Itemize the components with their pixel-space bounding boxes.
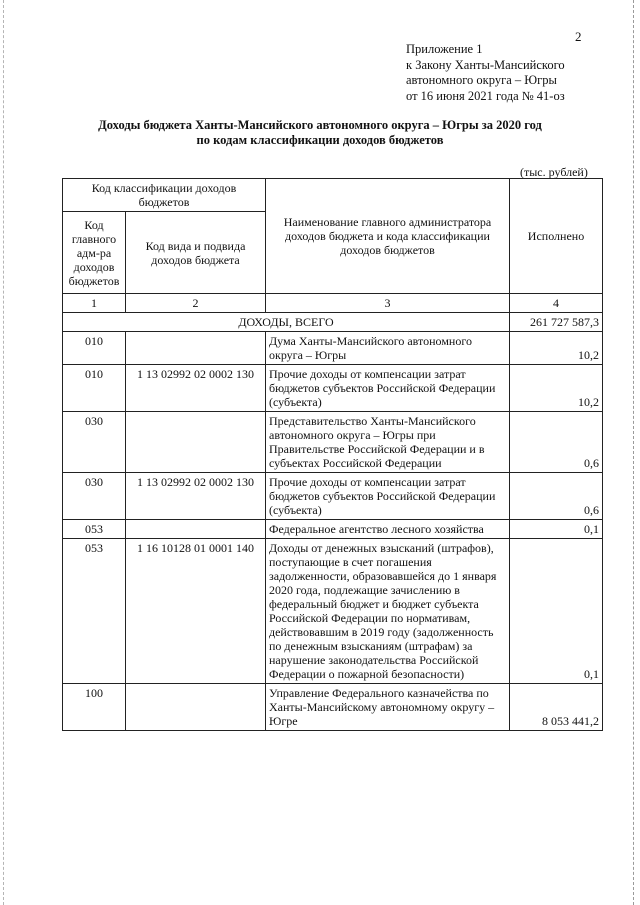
column-numbers-row [63, 294, 603, 313]
header-name: Наименование главного администратора доходов бюджета и кода классификации доходов бюджетов [266, 179, 510, 294]
admin-code-cell: 030 [63, 412, 126, 473]
income-code-row [63, 473, 603, 520]
name-cell: Федеральное агентство лесного хозяйства [266, 520, 510, 539]
income-code-cell [126, 332, 266, 365]
units-note: (тыс. рублей) [520, 165, 588, 179]
name-cell: Представительство Ханты-Мансийского автономного округа – Югры при Правительстве Российской Федерации и в субъектах Российской Федерации [266, 412, 510, 473]
admin-code-cell: 010 [63, 332, 126, 365]
header-executed: Исполнено [510, 179, 603, 294]
revenue-table [62, 178, 603, 731]
admin-code-cell: 010 [63, 365, 126, 412]
administrator-row [63, 520, 603, 539]
appendix-line: автономного округа – Югры [406, 73, 557, 87]
header-type-code: Код вида и подвида доходов бюджета [126, 212, 266, 294]
column-number: 3 [266, 294, 510, 313]
value-cell: 0,1 [510, 539, 603, 684]
name-cell: Управление Федерального казначейства по Ханты-Мансийскому автономному округу – Югре [266, 684, 510, 731]
value-cell: 0,6 [510, 473, 603, 520]
value-cell: 8 053 441,2 [510, 684, 603, 731]
income-code-row [63, 539, 603, 684]
appendix-line: к Закону Ханты-Мансийского [406, 57, 565, 72]
total-label: ДОХОДЫ, ВСЕГО [63, 313, 510, 332]
value-cell: 10,2 [510, 332, 603, 365]
title-line: Доходы бюджета Ханты-Мансийского автономного округа – Югры за 2020 год [98, 118, 542, 132]
name-cell: Дума Ханты-Мансийского автономного округа – Югры [266, 332, 510, 365]
appendix-line: от 16 июня 2021 года № 41-оз [406, 88, 565, 103]
value-cell: 0,1 [510, 520, 603, 539]
total-value: 261 727 587,3 [510, 313, 603, 332]
value-cell: 10,2 [510, 365, 603, 412]
admin-code-cell: 053 [63, 539, 126, 684]
appendix-line: Приложение 1 [406, 42, 483, 56]
income-code-cell: 1 13 02992 02 0002 130 [126, 365, 266, 412]
income-code-cell: 1 16 10128 01 0001 140 [126, 539, 266, 684]
total-row [63, 313, 603, 332]
income-code-cell: 1 13 02992 02 0002 130 [126, 473, 266, 520]
value-cell: 0,6 [510, 412, 603, 473]
page-number: 2 [575, 29, 582, 44]
column-number: 1 [63, 294, 126, 313]
name-cell: Прочие доходы от компенсации затрат бюджетов субъектов Российской Федерации (субъекта) [266, 365, 510, 412]
column-number: 4 [510, 294, 603, 313]
name-cell: Доходы от денежных взысканий (штрафов), поступающие в счет погашения задолженности, образовавшейся до 1 января 2020 года, подлежащие зачислению в федеральный бюджет и бюджет субъекта Российской Федерации по нормативам, действовавшим в 2019 году (задолженность по денежным взысканиям (штрафам) за нарушение законодательства Российской Федерации о пожарной безопасности) [266, 539, 510, 684]
income-code-cell [126, 412, 266, 473]
admin-code-cell: 053 [63, 520, 126, 539]
title-line: по кодам классификации доходов бюджетов [196, 133, 444, 147]
income-code-cell [126, 684, 266, 731]
income-code-cell [126, 520, 266, 539]
scan-edge-left [3, 0, 5, 905]
scan-edge-right [633, 0, 635, 905]
administrator-row [63, 684, 603, 731]
admin-code-cell: 100 [63, 684, 126, 731]
administrator-row [63, 332, 603, 365]
admin-code-cell: 030 [63, 473, 126, 520]
name-cell: Прочие доходы от компенсации затрат бюджетов субъектов Российской Федерации (субъекта) [266, 473, 510, 520]
administrator-row [63, 412, 603, 473]
document-title [60, 118, 580, 148]
header-classification-code: Код классификации доходов бюджетов [63, 179, 266, 212]
appendix-note [406, 42, 565, 104]
column-number: 2 [126, 294, 266, 313]
income-code-row [63, 365, 603, 412]
header-admin-code: Код главного адм-ра доходов бюджетов [63, 212, 126, 294]
